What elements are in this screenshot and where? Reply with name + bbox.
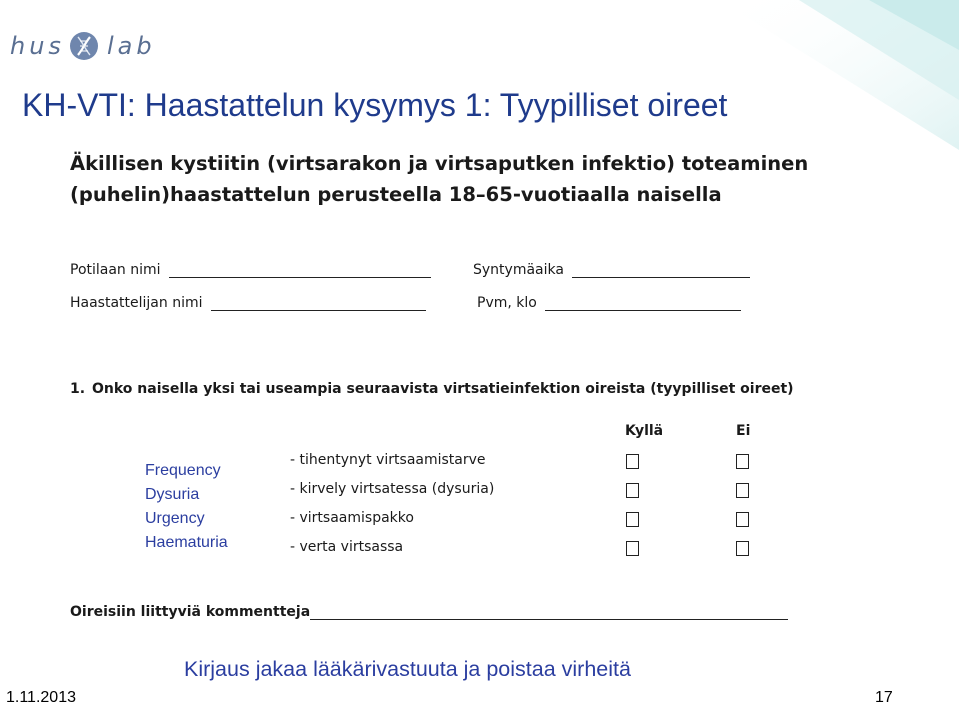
symptom-haematuria: - verta virtsassa xyxy=(290,539,404,555)
yes-column-header: Kyllä xyxy=(625,423,664,439)
huslab-logo xyxy=(10,26,156,66)
yes-checkbox-haematuria[interactable] xyxy=(626,541,639,556)
patient-name-label: Potilaan nimi xyxy=(70,262,161,278)
term-dysuria: Dysuria xyxy=(145,486,200,503)
comments-label: Oireisiin liittyviä kommentteja xyxy=(70,604,311,620)
symptom-urgency: - virtsaamispakko xyxy=(290,510,414,526)
symptom-frequency: - tihentynyt virtsaamistarve xyxy=(290,452,486,468)
question-text: Onko naisella yksi tai useampia seuraavista virtsatieinfektion oireista (tyypilliset oireet) xyxy=(92,381,794,397)
birth-date-line xyxy=(572,263,750,278)
form-title-line1: Äkillisen kystiitin (virtsarakon ja virtsaputken infektio) toteaminen xyxy=(70,152,809,175)
interviewer-name-field xyxy=(70,295,426,311)
no-column-header: Ei xyxy=(736,423,751,439)
patient-name-field xyxy=(70,262,431,278)
footer-date: 1.11.2013 xyxy=(6,689,76,706)
yes-checkbox-frequency[interactable] xyxy=(626,454,639,469)
yes-checkbox-dysuria[interactable] xyxy=(626,483,639,498)
no-checkbox-dysuria[interactable] xyxy=(736,483,749,498)
comments-line xyxy=(310,605,788,620)
slide-title: KH-VTI: Haastattelun kysymys 1: Tyypilliset oireet xyxy=(22,87,728,123)
corner-decoration xyxy=(539,0,959,150)
logo-text-left: hus xyxy=(10,32,65,60)
interviewer-name-label: Haastattelijan nimi xyxy=(70,295,203,311)
form-title xyxy=(70,148,808,210)
birth-date-label: Syntymäaika xyxy=(473,262,564,278)
form-title-line2: (puhelin)haastattelun perusteella 18–65-vuotiaalla naisella xyxy=(70,183,722,206)
date-time-field xyxy=(477,295,741,311)
term-frequency: Frequency xyxy=(145,462,221,479)
yes-checkbox-urgency[interactable] xyxy=(626,512,639,527)
date-time-line xyxy=(545,296,741,311)
logo-text-right: lab xyxy=(106,32,156,60)
term-urgency: Urgency xyxy=(145,510,205,527)
interviewer-name-line xyxy=(211,296,426,311)
comments-field xyxy=(70,604,788,620)
english-terms xyxy=(145,459,228,555)
no-checkbox-haematuria[interactable] xyxy=(736,541,749,556)
term-haematuria: Haematuria xyxy=(145,534,228,551)
patient-name-line xyxy=(169,263,431,278)
symptom-dysuria: - kirvely virtsatessa (dysuria) xyxy=(290,481,495,497)
no-checkbox-frequency[interactable] xyxy=(736,454,749,469)
page-number: 17 xyxy=(875,689,893,706)
date-time-label: Pvm, klo xyxy=(477,295,537,311)
question-1 xyxy=(70,381,794,397)
no-checkbox-urgency[interactable] xyxy=(736,512,749,527)
caption-text: Kirjaus jakaa lääkärivastuuta ja poistaa virheitä xyxy=(184,657,631,681)
dna-helix-icon xyxy=(69,31,99,61)
question-number: 1. xyxy=(70,381,86,397)
birth-date-field xyxy=(473,262,750,278)
